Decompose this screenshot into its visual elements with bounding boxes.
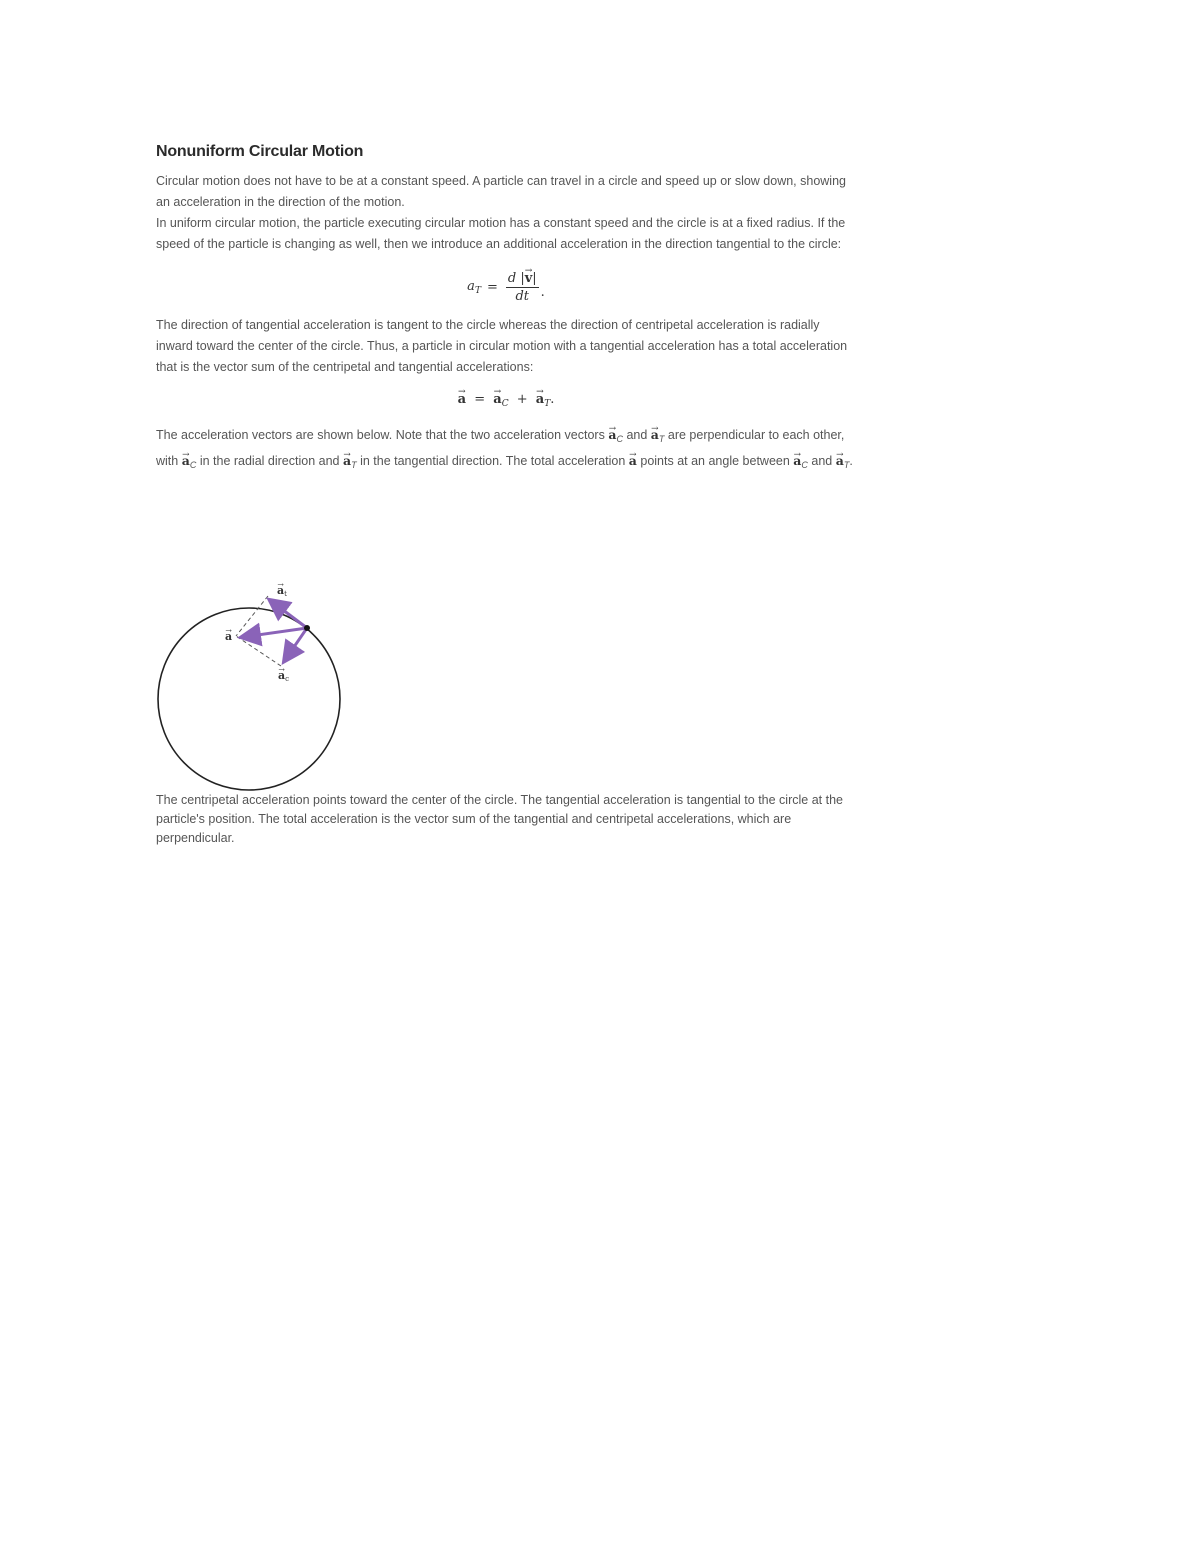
centripetal-acceleration-arrow bbox=[285, 628, 307, 660]
figure-caption: The centripetal acceleration points toward the center of the circle. The tangential acceleration is tangential to the circle at the particle's position. The total acceleration is the vector sum of the tangential and centripetal accelerations, which are perpendicular. bbox=[156, 793, 843, 845]
particle-dot bbox=[304, 625, 310, 631]
inline-sub-t: T bbox=[658, 434, 665, 444]
eq1-lhs-sub: T bbox=[474, 285, 481, 296]
label-a bbox=[225, 630, 232, 643]
inline-vec-a: → a bbox=[651, 424, 659, 445]
p4-text-c: are perpendicular to each other, with bbox=[156, 428, 845, 468]
p4-text-d: in the radial direction and bbox=[199, 454, 340, 468]
label-ac-sub: c bbox=[285, 675, 290, 683]
eq2-at: → a bbox=[536, 392, 544, 407]
inline-vector-ac-3 bbox=[793, 454, 808, 468]
inline-vector-ac-2 bbox=[182, 454, 197, 468]
inline-vec-a: → a bbox=[836, 450, 844, 471]
p4-text-e: in the tangential direction. The total acceleration bbox=[360, 454, 626, 468]
eq2-a: → a bbox=[458, 392, 466, 407]
eq1-numerator bbox=[506, 271, 539, 288]
inline-vector-ac-1 bbox=[608, 428, 623, 442]
paragraph-vectors bbox=[156, 424, 856, 476]
eq1-equals: = bbox=[486, 279, 498, 295]
p4-text-a: The acceleration vectors are shown below. Note that the two acceleration vectors bbox=[156, 428, 605, 442]
paragraph-direction: The direction of tangential acceleration is tangent to the circle whereas the direction of centripetal acceleration is radially inward toward the center of the circle. Thus, a particle in circular motion with a tangential acceleration has a total acceleration that is the vector sum of the centripetal and tangential accelerations: bbox=[156, 318, 848, 374]
paragraph-intro: Circular motion does not have to be at a constant speed. A particle can travel in a circle and speed up or slow down, showing an acceleration in the direction of the motion. bbox=[156, 174, 846, 209]
eq1-num-v: → v bbox=[525, 271, 533, 286]
inline-vector-a bbox=[629, 454, 637, 468]
inline-vector-at-2 bbox=[343, 454, 357, 468]
eq2-at-sub: T bbox=[544, 399, 551, 409]
inline-vec-a: → a bbox=[182, 450, 190, 471]
paragraph-uniform: In uniform circular motion, the particle executing circular motion has a constant speed and the circle is at a fixed radius. If the speed of the particle is changing as well, then we introduce an additional acceleration in the direction tangential to the circle: bbox=[156, 216, 846, 251]
inline-sub-c: C bbox=[801, 460, 808, 470]
eq1-denominator: dt bbox=[515, 288, 530, 304]
eq1-lhs bbox=[467, 279, 481, 296]
p4-text-b: and bbox=[626, 428, 648, 442]
p4-text-g: and bbox=[811, 454, 833, 468]
label-ac-symbol: → a bbox=[278, 669, 285, 682]
p4-text-f: points at an angle between bbox=[640, 454, 790, 468]
acceleration-diagram bbox=[150, 580, 350, 795]
label-a-symbol: → a bbox=[225, 630, 232, 643]
eq2-trailing: . bbox=[550, 392, 555, 407]
label-at bbox=[277, 584, 287, 598]
label-at-symbol: → a bbox=[277, 584, 284, 597]
label-at-sub: t bbox=[284, 590, 287, 598]
eq2-plus: + bbox=[516, 392, 528, 407]
dashed-line-ac-to-a bbox=[236, 636, 281, 666]
eq2-ac-sub: C bbox=[501, 399, 509, 409]
eq1-fraction bbox=[506, 271, 539, 304]
eq1-trailing: . bbox=[540, 284, 545, 300]
equation-tangential-acceleration bbox=[156, 259, 856, 315]
dashed-line-at-to-a bbox=[236, 596, 268, 636]
inline-vec-a: → a bbox=[343, 450, 351, 471]
eq2-equals: = bbox=[474, 392, 486, 407]
section-title: Nonuniform Circular Motion bbox=[156, 143, 364, 160]
article-content bbox=[156, 143, 856, 476]
inline-sub-c: C bbox=[189, 460, 197, 470]
inline-sub-t: T bbox=[351, 460, 357, 470]
tangential-acceleration-arrow bbox=[271, 601, 307, 628]
label-ac bbox=[278, 669, 289, 683]
inline-vec-a: → a bbox=[608, 424, 616, 445]
eq1-num-d: d bbox=[507, 270, 517, 286]
eq2-ac: → a bbox=[493, 392, 501, 407]
inline-vec-a: → a bbox=[793, 450, 801, 471]
equation-total-acceleration bbox=[156, 392, 856, 410]
total-acceleration-arrow bbox=[243, 628, 307, 637]
eq1-lhs-symbol: a bbox=[467, 278, 475, 294]
eq1-num-abs: |→ v| bbox=[520, 271, 536, 286]
inline-sub-c: C bbox=[616, 434, 623, 444]
inline-vector-at-3: → $a_T$. bbox=[836, 454, 853, 468]
inline-vector-at-1 bbox=[651, 428, 665, 442]
inline-sub-t: T bbox=[843, 460, 850, 470]
acceleration-vectors-figure bbox=[150, 580, 350, 795]
inline-vec-a: → a bbox=[629, 450, 637, 471]
